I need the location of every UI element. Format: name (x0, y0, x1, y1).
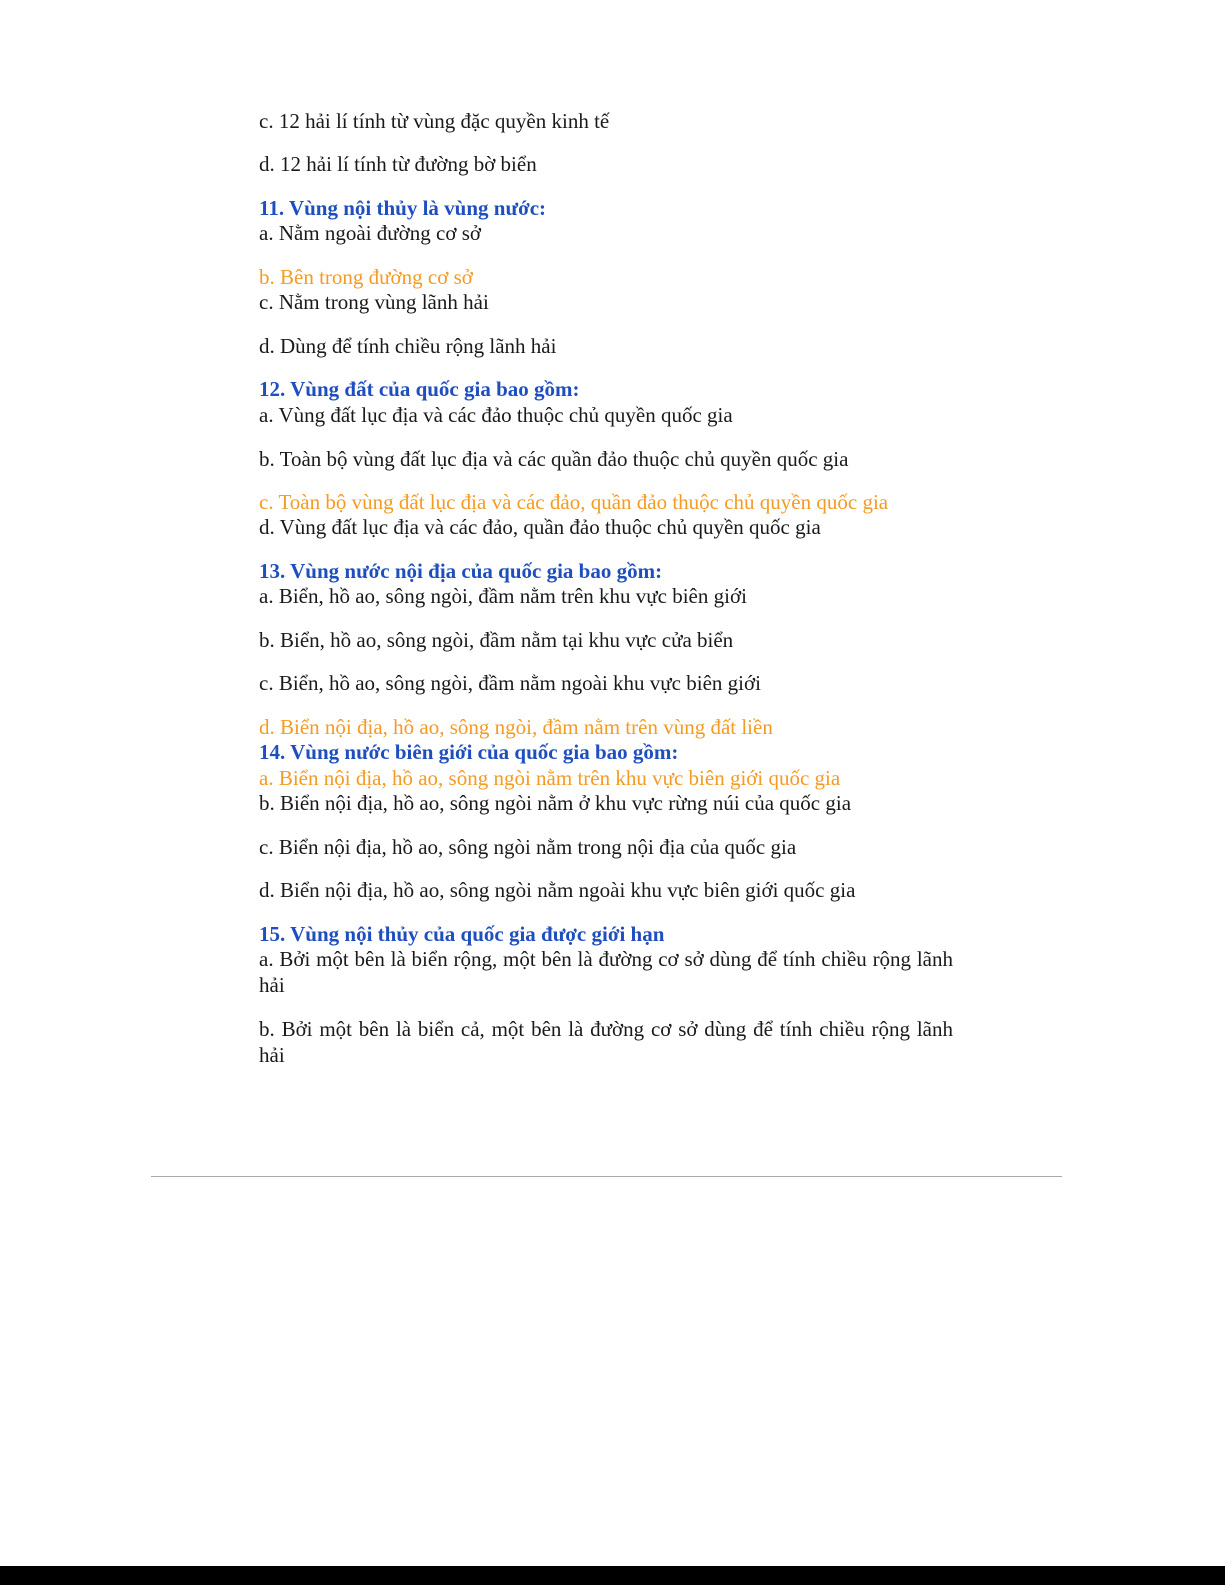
bottom-edge-bar (0, 1566, 1225, 1585)
option-11d: d. Dùng để tính chiều rộng lãnh hải (259, 334, 557, 358)
option-14b: b. Biển nội địa, hồ ao, sông ngòi nằm ở khu vực rừng núi của quốc gia (259, 791, 852, 815)
option-12c-correct-answer: c. Toàn bộ vùng đất lục địa và các đảo, quần đảo thuộc chủ quyền quốc gia (259, 490, 889, 514)
option-14d: d. Biển nội địa, hồ ao, sông ngòi nằm ngoài khu vực biên giới quốc gia (259, 878, 856, 902)
question-13-heading: 13. Vùng nước nội địa của quốc gia bao gồm: (259, 559, 663, 583)
option-14c: c. Biển nội địa, hồ ao, sông ngòi nằm trong nội địa của quốc gia (259, 835, 797, 859)
option-10d: d. 12 hải lí tính từ đường bờ biển (259, 152, 537, 176)
question-11-heading: 11. Vùng nội thủy là vùng nước: (259, 196, 547, 220)
question-12-heading: 12. Vùng đất của quốc gia bao gồm: (259, 377, 580, 401)
option-11b-correct-answer: b. Bên trong đường cơ sở (259, 265, 473, 289)
question-14-heading: 14. Vùng nước biên giới của quốc gia bao gồm: (259, 740, 679, 764)
option-13c: c. Biển, hồ ao, sông ngòi, đầm nằm ngoài khu vực biên giới (259, 671, 761, 695)
option-15a: a. Bởi một bên là biển rộng, một bên là đường cơ sở dùng để tính chiều rộng lãnh hải (259, 947, 953, 997)
option-13d-correct-answer: d. Biển nội địa, hồ ao, sông ngòi, đầm nằm trên vùng đất liền (259, 715, 773, 739)
page-divider (151, 1176, 1062, 1177)
option-11c: c. Nằm trong vùng lãnh hải (259, 290, 489, 314)
option-13a: a. Biển, hồ ao, sông ngòi, đầm nằm trên khu vực biên giới (259, 584, 747, 608)
option-15b: b. Bởi một bên là biển cả, một bên là đường cơ sở dùng để tính chiều rộng lãnh hải (259, 1017, 953, 1067)
option-13b: b. Biển, hồ ao, sông ngòi, đầm nằm tại khu vực cửa biển (259, 628, 734, 652)
option-12d: d. Vùng đất lục địa và các đảo, quần đảo thuộc chủ quyền quốc gia (259, 515, 821, 539)
option-11a: a. Nằm ngoài đường cơ sở (259, 221, 481, 245)
option-10c: c. 12 hải lí tính từ vùng đặc quyền kinh tế (259, 109, 610, 133)
option-14a-correct-answer: a. Biển nội địa, hồ ao, sông ngòi nằm trên khu vực biên giới quốc gia (259, 766, 841, 790)
option-12b: b. Toàn bộ vùng đất lục địa và các quần đảo thuộc chủ quyền quốc gia (259, 447, 849, 471)
question-15-heading: 15. Vùng nội thủy của quốc gia được giới hạn (259, 922, 665, 946)
option-12a: a. Vùng đất lục địa và các đảo thuộc chủ quyền quốc gia (259, 403, 733, 427)
